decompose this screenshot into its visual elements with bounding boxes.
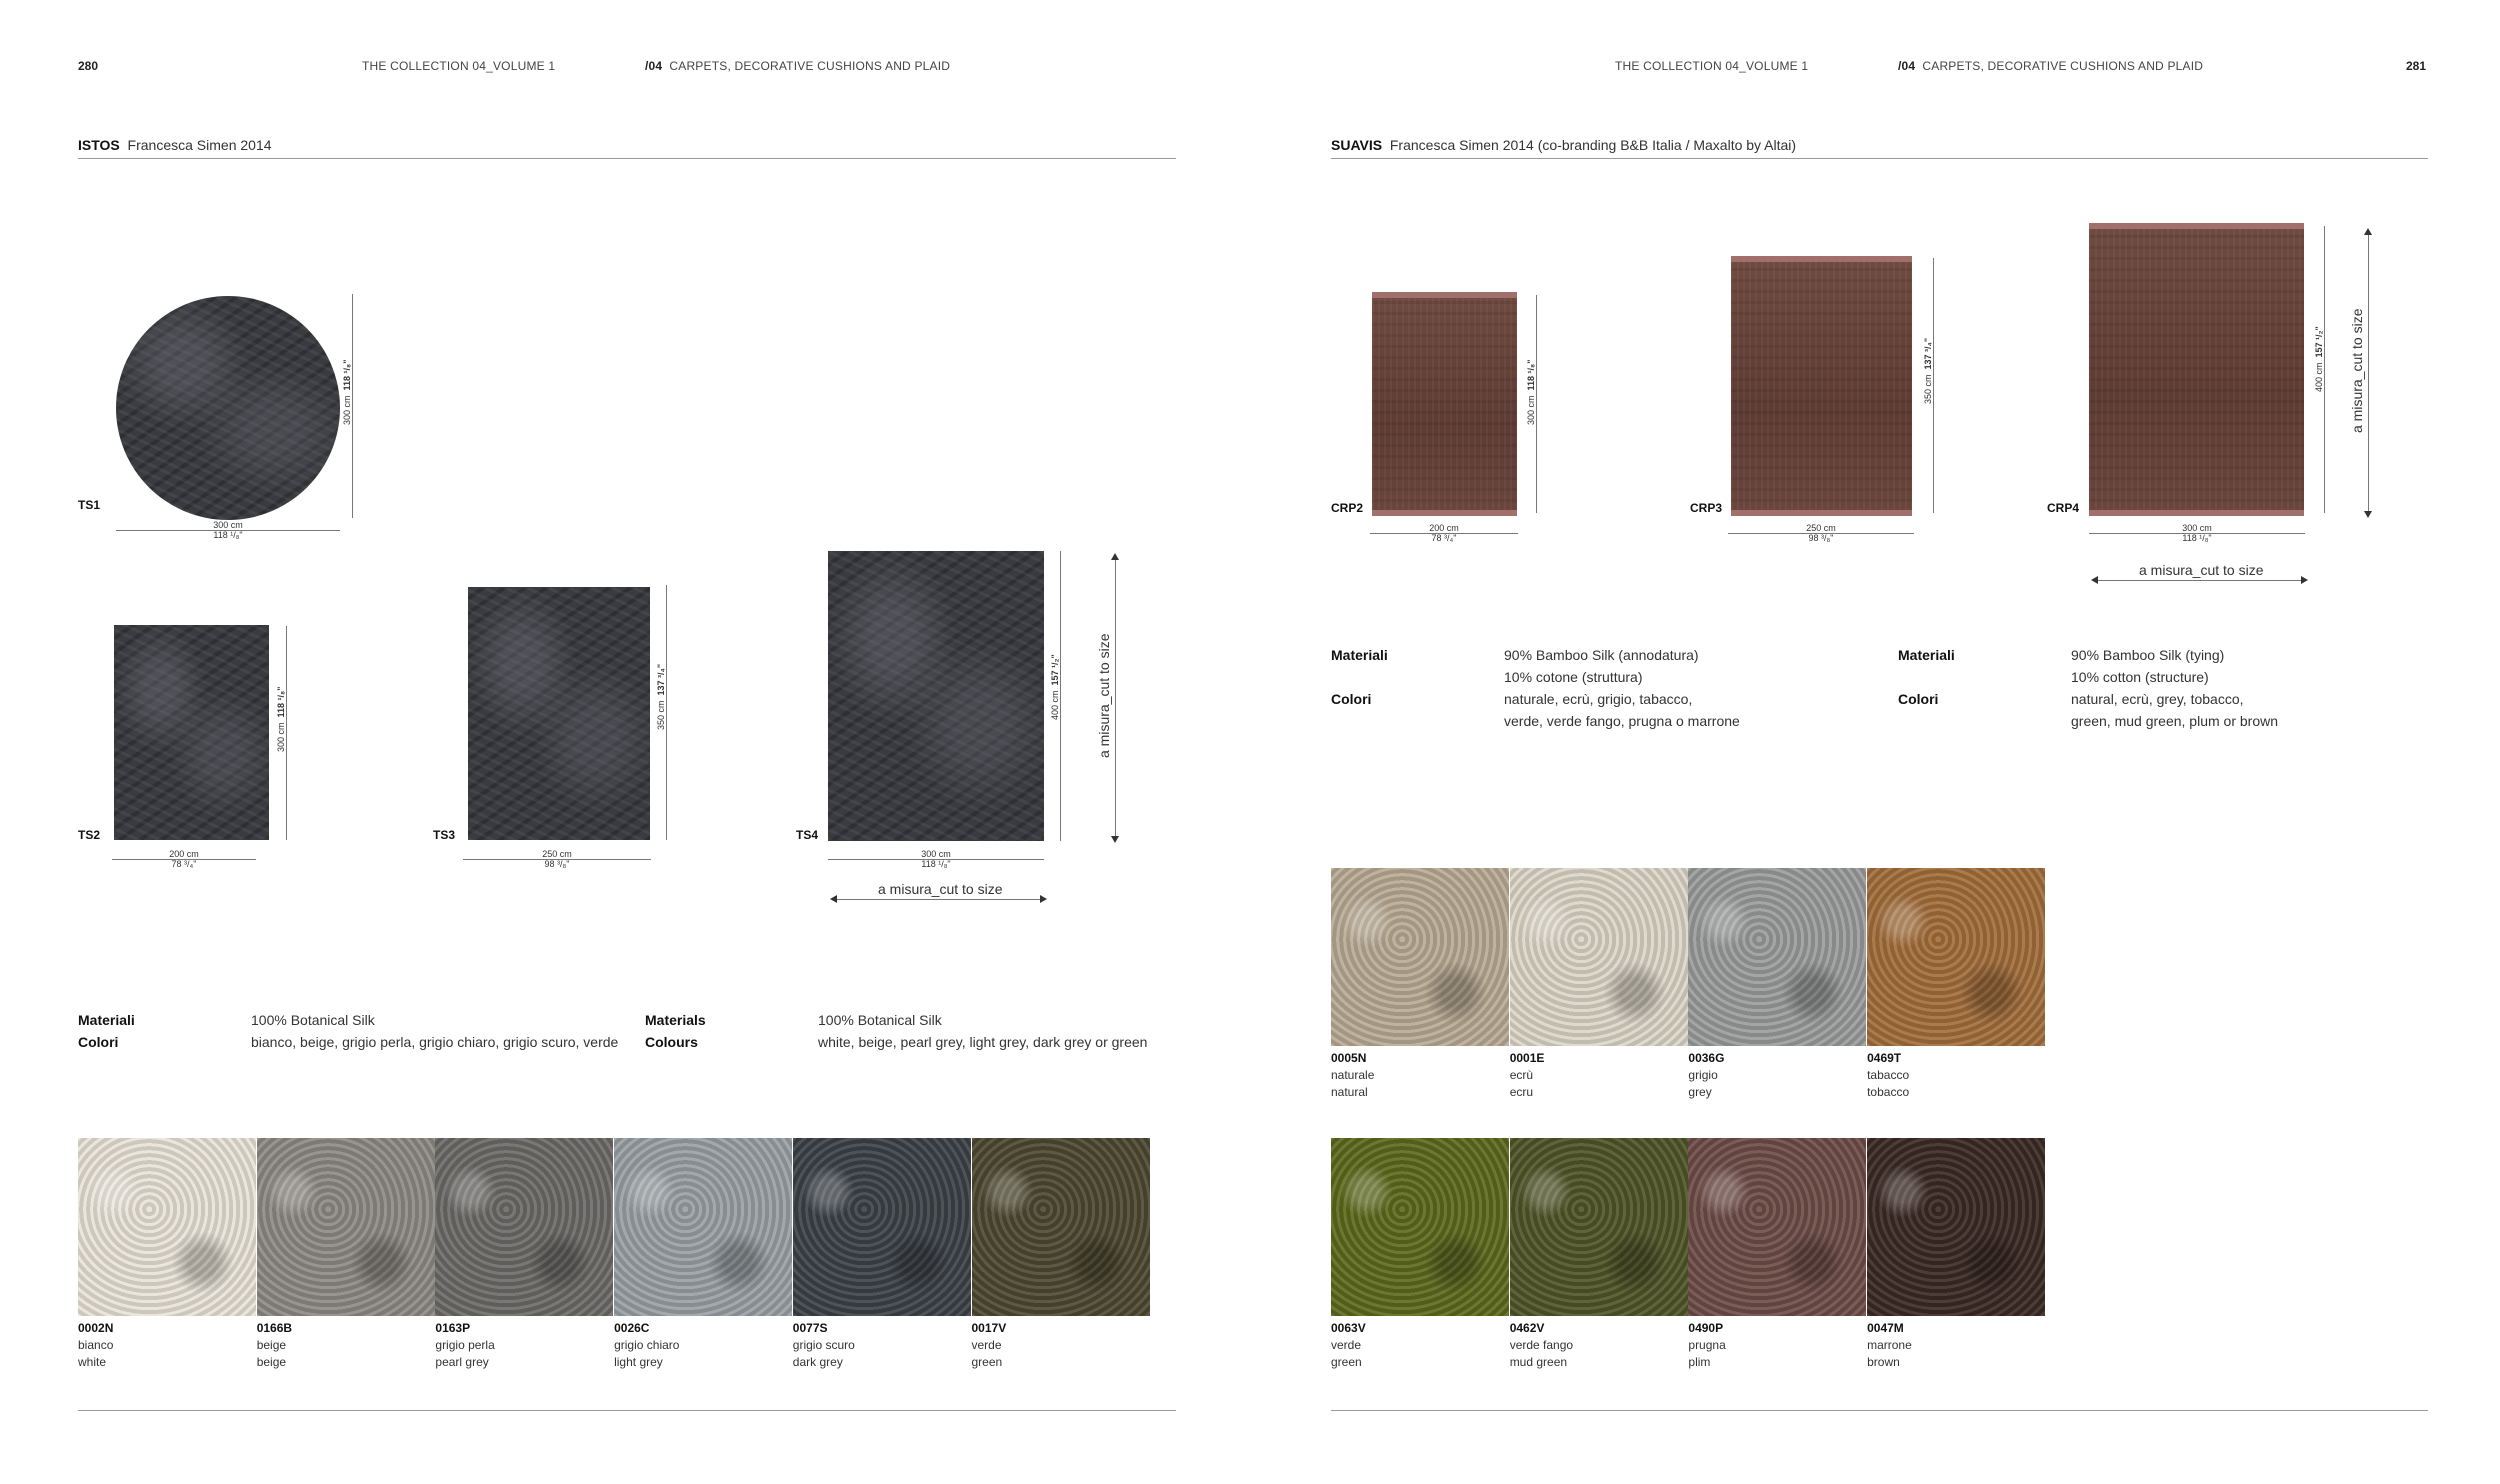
section-title: CARPETS, DECORATIVE CUSHIONS AND PLAID — [669, 59, 951, 73]
swatch-code: 0490P — [1688, 1321, 1724, 1335]
swatch-caption — [1688, 1320, 1725, 1371]
swatch-code: 0026C — [614, 1321, 650, 1335]
collection-label: THE COLLECTION 04_VOLUME 1 — [1615, 59, 1809, 73]
designer: Francesca Simen 2014 — [127, 137, 272, 153]
height-label: 400 cm 157 ¹/₂" — [2314, 326, 2324, 392]
height-dimension-line — [1933, 258, 1934, 513]
swatch-caption — [1867, 1320, 1912, 1371]
swatch-it: bianco — [78, 1338, 114, 1352]
section-title: CARPETS, DECORATIVE CUSHIONS AND PLAID — [1922, 59, 2204, 73]
swatch-en: grey — [1688, 1085, 1712, 1099]
swatch-caption — [793, 1320, 855, 1371]
height-label: 350 cm 137 ³/₄" — [1923, 337, 1933, 404]
color-swatch — [1688, 1138, 1866, 1316]
swatch-code: 0017V — [971, 1321, 1007, 1335]
color-swatch — [1510, 868, 1688, 1046]
height-label: 300 cm 118 ¹/₈" — [1526, 359, 1536, 425]
section-number: /04 — [645, 59, 663, 73]
swatch-it: grigio scuro — [792, 1338, 855, 1352]
collection-label: THE COLLECTION 04_VOLUME 1 — [362, 59, 556, 73]
swatch-code: 0036G — [1688, 1051, 1725, 1065]
cut-to-size-label-vertical: a misura_cut to size — [2349, 308, 2365, 433]
swatch-code: 0005N — [1331, 1051, 1367, 1065]
spec-value-colours: white, beige, pearl grey, light grey, dark grey or green — [818, 1034, 1148, 1050]
swatch-code: 0002N — [78, 1321, 114, 1335]
cut-to-size-horizontal-arrow — [2094, 580, 2302, 581]
spec-value-materiali-en: 90% Bamboo Silk (tying) 10% cotton (structure) — [2071, 647, 2225, 685]
cut-to-size-vertical-arrow — [2368, 231, 2369, 513]
color-swatch — [1688, 868, 1866, 1046]
spec-value-materials: 100% Botanical Silk — [818, 1012, 942, 1028]
height-dimension-line — [2324, 226, 2325, 513]
swatch-code: 0001E — [1509, 1051, 1545, 1065]
cut-to-size-label: a misura_cut to size — [2139, 562, 2264, 578]
width-label: 250 cm 98 ³/₈" — [1806, 523, 1836, 543]
swatch-caption — [614, 1320, 679, 1371]
height-label: 300 cm 118 ¹/₈" — [276, 686, 286, 752]
swatch-en: green — [971, 1355, 1003, 1369]
spec-value-colori: bianco, beige, grigio perla, grigio chiaro, grigio scuro, verde — [251, 1034, 619, 1050]
swatch-code: 0063V — [1331, 1321, 1366, 1335]
spec-value-materiali: 90% Bamboo Silk (annodatura) 10% cotone (struttura) — [1504, 647, 1699, 685]
spec-value-materiali: 100% Botanical Silk — [251, 1012, 375, 1028]
cut-to-size-vertical-arrow — [1115, 556, 1116, 838]
spec-label-colori-en: Colori — [1898, 691, 1939, 707]
rug-code: CRP2 — [1331, 501, 1364, 515]
swatch-it: grigio perla — [435, 1338, 495, 1352]
cut-to-size-label-vertical: a misura_cut to size — [1096, 633, 1112, 758]
spec-label-materiali: Materiali — [78, 1012, 135, 1028]
arrow-right-icon — [2301, 576, 2308, 584]
color-swatch — [793, 1138, 971, 1316]
swatch-caption — [257, 1320, 292, 1371]
color-swatch — [435, 1138, 613, 1316]
swatch-it: naturale — [1331, 1068, 1375, 1082]
rug-image-crp3 — [1731, 259, 1912, 513]
width-label: 200 cm 78 ³/₄" — [169, 849, 199, 869]
height-dimension-line — [1536, 295, 1537, 513]
footer-rule — [1331, 1410, 2428, 1411]
swatch-caption — [1510, 1320, 1573, 1371]
swatch-it: marrone — [1867, 1338, 1912, 1352]
width-label: 200 cm 78 ³/₄" — [1429, 523, 1459, 543]
section-header — [1898, 59, 2203, 73]
swatch-en: light grey — [614, 1355, 663, 1369]
section-header — [645, 59, 950, 73]
color-swatch — [614, 1138, 792, 1316]
rug-code: TS3 — [433, 828, 456, 842]
rug-image-crp4 — [2089, 226, 2304, 513]
swatch-caption — [1688, 1050, 1724, 1101]
rug-code: CRP3 — [1690, 501, 1723, 515]
width-label: 250 cm 98 ³/₈" — [542, 849, 572, 869]
swatch-code: 0163P — [435, 1321, 471, 1335]
swatch-it: prugna — [1688, 1338, 1726, 1352]
swatch-en: beige — [256, 1355, 287, 1369]
swatch-it: verde fango — [1509, 1338, 1574, 1352]
cut-to-size-label: a misura_cut to size — [878, 881, 1003, 897]
rug-code: CRP4 — [2047, 501, 2080, 515]
rug-image-ts2 — [114, 625, 269, 840]
rug-code: TS1 — [78, 498, 101, 512]
height-label: 400 cm 157 ¹/₂" — [1050, 654, 1060, 720]
swatch-en: ecru — [1509, 1085, 1534, 1099]
swatch-it: verde — [971, 1338, 1002, 1352]
color-swatch — [1331, 868, 1509, 1046]
width-label: 300 cm 118 ¹/₈" — [921, 849, 951, 869]
swatch-it: verde — [1331, 1338, 1362, 1352]
swatch-it: ecrù — [1509, 1068, 1534, 1082]
product-title — [1331, 137, 1796, 153]
width-label: 300 cm 118 ¹/₈" — [213, 520, 243, 540]
height-dimension-line — [666, 585, 667, 840]
product-name: ISTOS — [78, 137, 120, 153]
arrow-left-icon — [2091, 576, 2098, 584]
swatch-caption — [1331, 1050, 1374, 1101]
spec-label-materiali: Materiali — [1331, 647, 1388, 663]
swatch-code: 0166B — [256, 1321, 293, 1335]
color-swatch — [1867, 1138, 2045, 1316]
height-dimension-line — [286, 626, 287, 840]
arrow-up-icon — [1111, 553, 1119, 560]
swatch-en: mud green — [1509, 1355, 1568, 1369]
color-swatch — [972, 1138, 1150, 1316]
color-swatch — [1867, 868, 2045, 1046]
designer: Francesca Simen 2014 (co-branding B&B Italia / Maxalto by Altai) — [1389, 137, 1797, 153]
rug-image-crp2 — [1372, 295, 1517, 513]
swatch-it: tabacco — [1867, 1068, 1910, 1082]
swatch-code: 0047M — [1867, 1321, 1904, 1335]
height-label: 350 cm 137 ³/₄" — [656, 663, 666, 730]
swatch-code: 0469T — [1867, 1051, 1902, 1065]
swatch-caption — [1510, 1050, 1545, 1101]
spec-label-materials: Materials — [645, 1012, 706, 1028]
rug-code: TS2 — [78, 828, 101, 842]
product-title — [78, 137, 272, 153]
page-number: 280 — [78, 59, 99, 73]
swatch-it: grigio — [1688, 1068, 1718, 1082]
rug-image-ts3 — [468, 587, 650, 840]
height-dimension-line — [1060, 551, 1061, 841]
color-swatch — [1510, 1138, 1688, 1316]
swatch-en: natural — [1331, 1085, 1368, 1099]
spec-value-colori: naturale, ecrù, grigio, tabacco, verde, verde fango, prugna o marrone — [1504, 691, 1740, 729]
spec-value-colori-en: natural, ecrù, grey, tobacco, green, mud green, plum or brown — [2071, 691, 2278, 729]
rug-code: TS4 — [796, 828, 819, 842]
title-rule — [1331, 158, 2428, 159]
cut-to-size-horizontal-arrow — [833, 899, 1041, 900]
arrow-left-icon — [830, 895, 837, 903]
swatch-en: dark grey — [792, 1355, 843, 1369]
swatch-code: 0077S — [792, 1321, 828, 1335]
footer-rule — [78, 1410, 1176, 1411]
swatch-it: grigio chiaro — [614, 1338, 680, 1352]
arrow-down-icon — [1111, 836, 1119, 843]
swatch-it: beige — [256, 1338, 287, 1352]
section-number: /04 — [1898, 59, 1916, 73]
swatch-en: brown — [1867, 1355, 1900, 1369]
arrow-down-icon — [2364, 511, 2372, 518]
color-swatch — [78, 1138, 256, 1316]
swatch-en: pearl grey — [435, 1355, 489, 1369]
swatch-en: white — [78, 1355, 107, 1369]
swatch-caption — [972, 1320, 1007, 1371]
title-rule — [78, 158, 1176, 159]
spec-label-colori: Colori — [78, 1034, 119, 1050]
spec-label-materiali-en: Materiali — [1898, 647, 1955, 663]
product-name: SUAVIS — [1331, 137, 1383, 153]
swatch-en: tobacco — [1867, 1085, 1910, 1099]
height-dimension-line — [352, 294, 353, 518]
swatch-caption — [78, 1320, 113, 1371]
height-label: 300 cm 118 ¹/₈" — [342, 359, 352, 425]
swatch-caption — [435, 1320, 494, 1371]
spec-label-colori: Colori — [1331, 691, 1372, 707]
swatch-caption — [1867, 1050, 1909, 1101]
color-swatch — [1331, 1138, 1509, 1316]
width-label: 300 cm 118 ¹/₈" — [2182, 523, 2212, 543]
rug-image-ts1 — [116, 296, 340, 520]
color-swatch — [257, 1138, 435, 1316]
swatch-code: 0462V — [1509, 1321, 1545, 1335]
page-number: 281 — [2406, 59, 2427, 73]
swatch-en: green — [1331, 1355, 1362, 1369]
arrow-right-icon — [1040, 895, 1047, 903]
rug-image-ts4 — [828, 551, 1044, 841]
swatch-en: plim — [1688, 1355, 1711, 1369]
swatch-caption — [1331, 1320, 1366, 1371]
spec-label-colours: Colours — [645, 1034, 698, 1050]
arrow-up-icon — [2364, 228, 2372, 235]
